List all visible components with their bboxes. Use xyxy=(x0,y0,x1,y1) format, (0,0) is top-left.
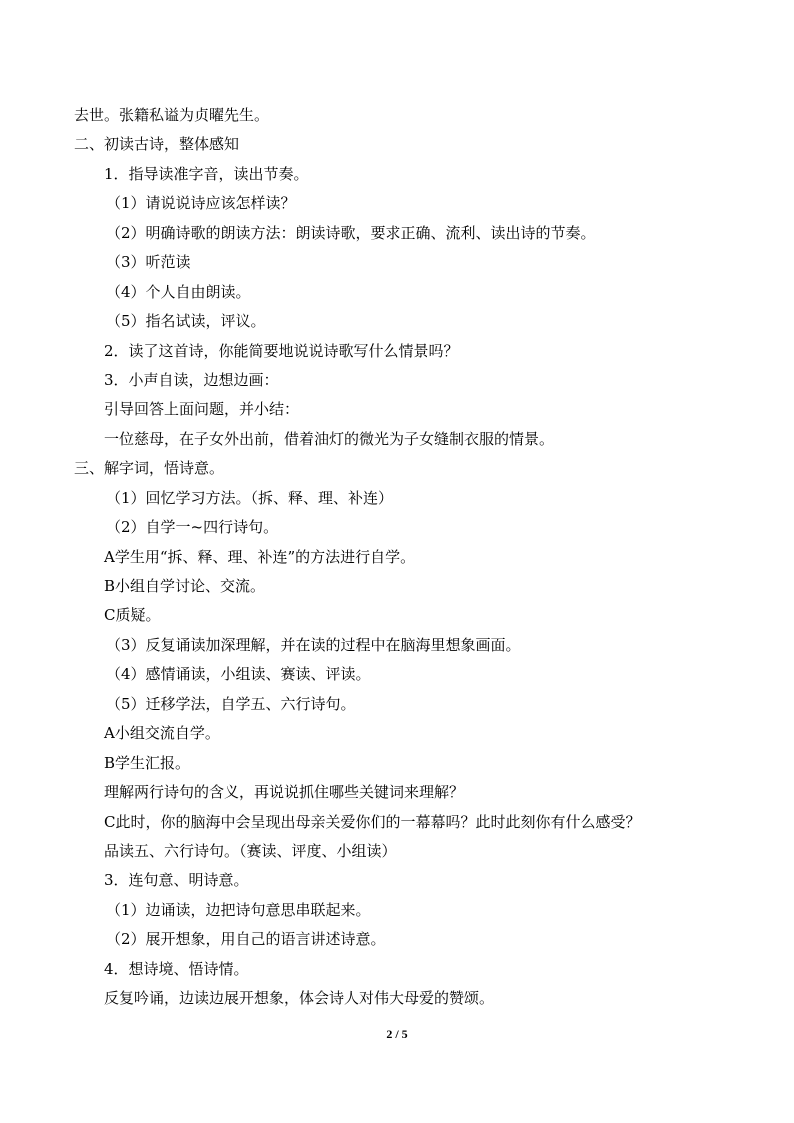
text-line: （2）明确诗歌的朗读方法：朗读诗歌，要求正确、流利、读出诗的节奏。 xyxy=(106,223,596,242)
text-line: （3）听范读 xyxy=(106,253,191,272)
text-line: C质疑。 xyxy=(104,606,161,625)
text-line: 去世。张籍私谥为贞曜先生。 xyxy=(74,106,270,124)
text-line: 引导回答上面问题，并小结： xyxy=(104,400,300,419)
text-line: （4）感情诵读，小组读、赛读、评读。 xyxy=(106,665,371,684)
text-line: （1）边诵读，边把诗句意思串联起来。 xyxy=(106,900,371,919)
page-number: 2 / 5 xyxy=(386,1027,408,1041)
text-line: 4．想诗境、悟诗情。 xyxy=(104,959,249,978)
text-line: 二、初读古诗，整体感知 xyxy=(74,135,240,154)
text-line: 2．读了这首诗，你能简要地说说诗歌写什么情景吗？ xyxy=(104,341,459,360)
text-line: 3．小声自读，边想边画： xyxy=(104,370,279,389)
text-line: （3）反复诵读加深理解，并在读的过程中在脑海里想象画面。 xyxy=(106,635,521,654)
text-line: 一位慈母，在子女外出前，借着油灯的微光为子女缝制衣服的情景。 xyxy=(104,429,555,448)
text-line: B学生汇报。 xyxy=(104,753,191,772)
text-line: （5）迁移学法，自学五、六行诗句。 xyxy=(106,694,356,713)
text-line: （5）指名试读，评议。 xyxy=(106,312,266,331)
text-line: 理解两行诗句的含义，再说说抓住哪些关键词来理解？ xyxy=(104,783,465,802)
text-line: （2）自学一~四行诗句。 xyxy=(106,518,279,537)
text-line: （4）个人自由朗读。 xyxy=(106,282,251,301)
text-line: （1）请说说诗应该怎样读？ xyxy=(106,194,296,213)
text-line: 三、解字词，悟诗意。 xyxy=(74,459,225,478)
text-line: （1）回忆学习方法。（拆、释、理、补连） xyxy=(106,488,394,507)
text-line: B小组自学讨论、交流。 xyxy=(104,577,266,595)
text-line: （2）展开想象，用自己的语言讲述诗意。 xyxy=(106,930,386,949)
text-line: A小组交流自学。 xyxy=(104,724,220,743)
text-line: 反复吟诵，边读边展开想象，体会诗人对伟大母爱的赞颂。 xyxy=(104,989,495,1008)
text-line: 3．连句意、明诗意。 xyxy=(104,871,249,890)
text-line: 1．指导读准字音，读出节奏。 xyxy=(104,164,309,183)
text-line: C此时，你的脑海中会呈现出母亲关爱你们的一幕幕吗？此时此刻你有什么感受？ xyxy=(104,812,641,831)
text-line: A学生用“拆、释、理、补连”的方法进行自学。 xyxy=(104,547,416,566)
document-body xyxy=(0,101,794,1014)
text-line: 品读五、六行诗句。（赛读、评度、小组读） xyxy=(104,841,397,860)
